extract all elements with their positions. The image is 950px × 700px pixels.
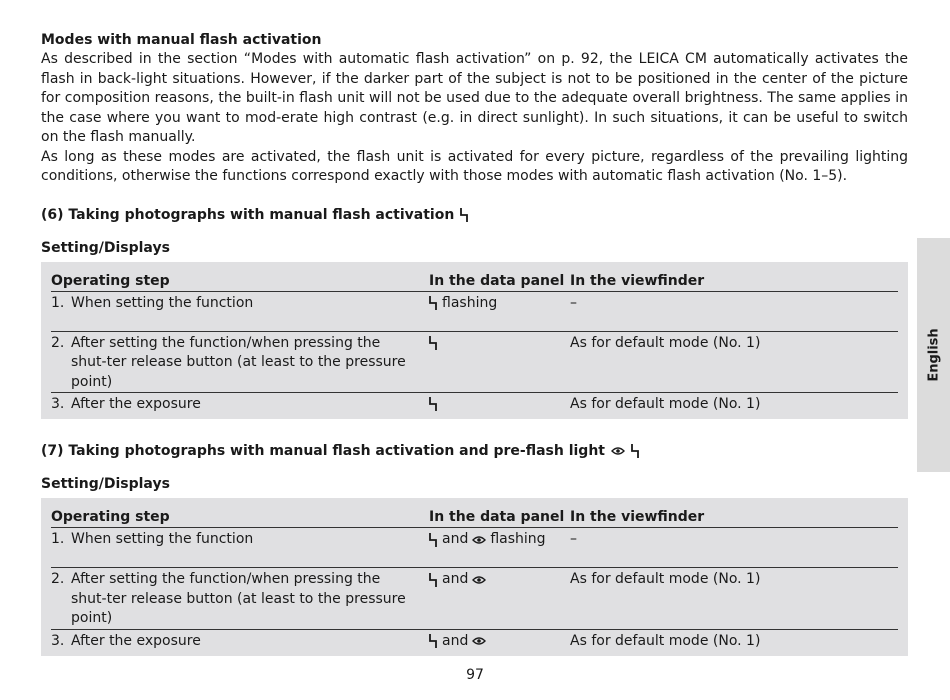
viewfinder-text: As for default mode (No. 1): [570, 568, 898, 630]
step-number: 3.: [51, 632, 65, 649]
step-text: After setting the function/when pressing the shut-ter release button (at least to the pressure point): [71, 571, 406, 626]
flash-icon: [429, 573, 438, 587]
step-number: 1.: [51, 531, 65, 547]
viewfinder-text: As for default mode (No. 1): [570, 396, 761, 412]
table-row: [51, 331, 898, 393]
header-data-panel: In the data panel: [429, 504, 570, 528]
section-title: Modes with manual flash activation: [41, 32, 322, 48]
step-text: After setting the function/when pressing the shut-ter release button (at least to the pressure point): [71, 334, 406, 390]
header-viewfinder: In the viewfinder: [570, 504, 898, 528]
header-data-panel: In the data panel: [429, 268, 570, 292]
eye-icon: [472, 535, 486, 545]
step-text: When setting the function: [71, 531, 254, 547]
mode-paragraph: As long as these modes are activated, the flash unit is activated for every picture, regardless of the prevailing lighting conditions, otherwise the functions correspond exactly with those modes with automatic flash activation (No. 1–5).: [41, 148, 908, 184]
header-viewfinder: In the viewfinder: [570, 268, 898, 292]
table-row: [51, 568, 898, 630]
step-text: After the exposure: [71, 396, 201, 412]
flash-icon: [429, 296, 438, 310]
panel-text: flashing: [490, 531, 546, 547]
panel-text: flashing: [442, 294, 498, 311]
panel-and-text: and: [442, 531, 469, 547]
step-number: 2.: [51, 334, 65, 351]
viewfinder-text: As for default mode (No. 1): [570, 632, 761, 649]
flash-icon: [429, 634, 438, 648]
flash-icon: [429, 336, 438, 350]
step-number: 2.: [51, 571, 65, 587]
eye-icon: [472, 636, 486, 646]
header-operating-step: Operating step: [51, 268, 429, 292]
side-tab-label: English: [926, 328, 941, 382]
mode6-title-text: (6) Taking photographs with manual flash activation: [41, 206, 455, 223]
intro-paragraph: As described in the section “Modes with automatic flash activation” on p. 92, the LEICA CM automatically activates the flash in back-light situations. However, if the darker part of the subject is not to be positioned in the center of the picture for composition reasons, the built-in flash unit will not be used due to the adequate overall brightness. The same applies in the case where you want to mod-erate high contrast (e.g. in direct sunlight). In such situations, it can be useful to switch on the flash manually.: [41, 51, 908, 145]
step-number: 3.: [51, 396, 65, 412]
step-text: After the exposure: [71, 632, 201, 649]
panel-and-text: and: [442, 571, 469, 587]
table-row: [51, 528, 898, 568]
table-row: [51, 291, 898, 331]
flash-icon: [429, 533, 438, 547]
mode7-title-text: (7) Taking photographs with manual flash activation and pre-flash light: [41, 443, 605, 459]
mode7-subtitle: Setting/Displays: [41, 476, 170, 492]
mode7-table-box: [41, 498, 908, 656]
table-row: [51, 393, 898, 420]
step-text: When setting the function: [71, 294, 254, 311]
eye-icon: [611, 446, 625, 456]
mode6-table: [51, 268, 898, 420]
page-number: 97: [466, 667, 484, 683]
mode7-table: [51, 504, 898, 656]
flash-icon: [460, 208, 469, 222]
eye-icon: [472, 575, 486, 585]
viewfinder-text: –: [570, 528, 898, 568]
language-side-tab: [917, 238, 950, 472]
mode7-title: [41, 441, 908, 461]
header-operating-step: Operating step: [51, 504, 429, 528]
mode6-subtitle: Setting/Displays: [41, 239, 170, 256]
flash-icon: [631, 444, 640, 458]
mode6-table-box: [41, 262, 908, 420]
viewfinder-text: As for default mode (No. 1): [570, 331, 898, 393]
viewfinder-text: –: [570, 291, 898, 331]
step-number: 1.: [51, 294, 65, 311]
panel-and-text: and: [442, 632, 469, 649]
page-content: [41, 30, 908, 656]
table-row: [51, 629, 898, 656]
flash-icon: [429, 397, 438, 411]
mode6-title: [41, 205, 908, 225]
